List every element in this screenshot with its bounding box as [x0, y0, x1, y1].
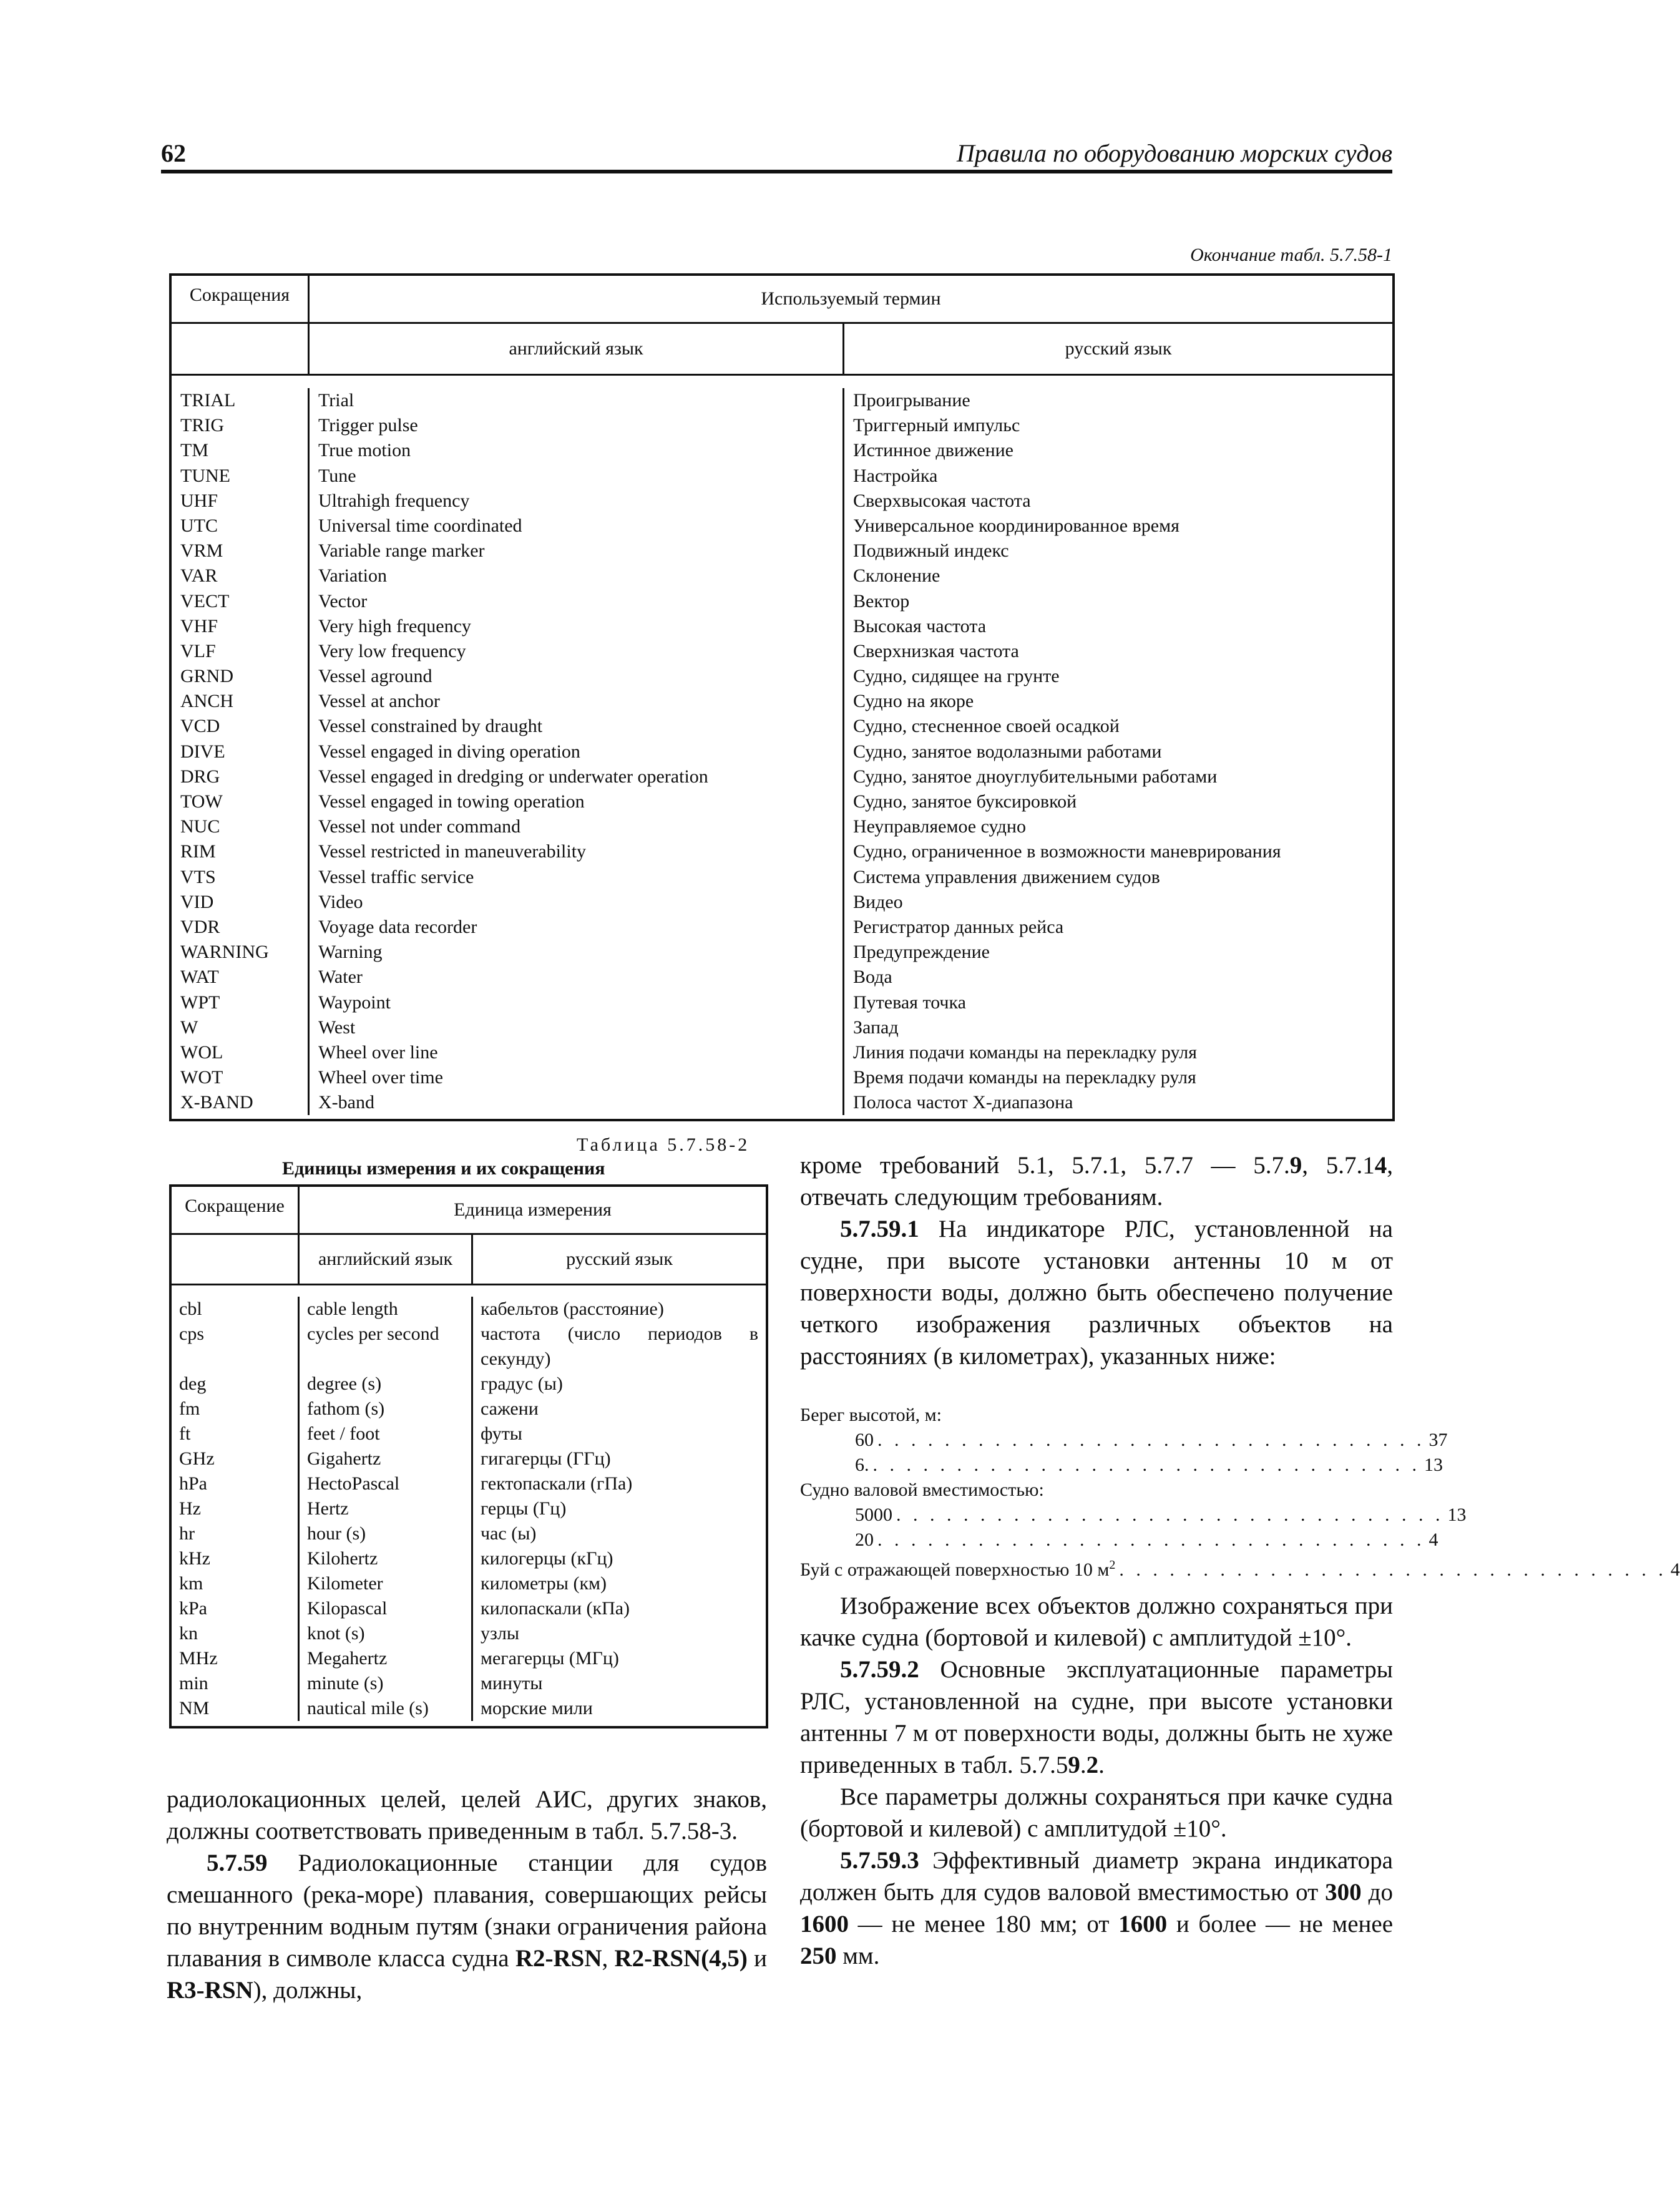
text-run: . — [1080, 1752, 1087, 1778]
abbreviation-cell: VECT — [180, 590, 230, 612]
unit-abbreviation-cell: hr — [179, 1523, 195, 1544]
english-term-cell: Water — [318, 967, 363, 988]
table2-body — [172, 1285, 766, 1726]
bold-number: 1600 — [1118, 1911, 1168, 1938]
abbreviation-cell: VCD — [180, 716, 220, 737]
abbreviation-cell: NUC — [180, 816, 220, 837]
russian-term-cell: Сверхвысокая частота — [853, 490, 1031, 511]
english-term-cell: West — [318, 1016, 356, 1038]
english-term-cell: Variable range marker — [318, 540, 485, 562]
superscript: 2 — [1109, 1558, 1116, 1572]
range-value: 13 — [1447, 1504, 1467, 1525]
text-run: — не менее 180 мм; от — [849, 1911, 1119, 1938]
abbreviation-cell: RIM — [180, 841, 216, 862]
unit-abbreviation-cell: ft — [179, 1423, 191, 1444]
abbreviation-cell: TM — [180, 440, 208, 461]
russian-term-cell: Настройка — [853, 465, 938, 486]
unit-russian-cell: узлы — [481, 1623, 519, 1644]
range-label: 20 — [855, 1529, 874, 1550]
unit-russian-cell: гигагерцы (ГГц) — [481, 1448, 611, 1469]
paragraph-parameters: Все параметры должны сохраняться при качке судна (бортовой и килевой) с амплитудой ±10°. — [800, 1783, 1393, 1842]
table2-label: Таблица 5.7.58-2 — [577, 1134, 750, 1155]
english-term-cell: Variation — [318, 565, 387, 587]
bold-digit: 9 — [1289, 1152, 1302, 1179]
russian-term-cell: Судно на якоре — [853, 691, 974, 712]
range-label: 5000 — [855, 1504, 892, 1525]
english-term-cell: Video — [318, 891, 363, 912]
russian-term-cell: Подвижный индекс — [853, 540, 1009, 562]
abbreviation-cell: TOW — [180, 791, 223, 812]
table2-head-unit: Единица измерения — [454, 1199, 612, 1220]
text-run: ), должны, — [253, 1977, 363, 2004]
table1-col-ru — [844, 388, 1392, 1115]
range-row — [800, 1428, 1448, 1453]
paragraph-5-7-59-2 — [800, 1654, 1393, 1781]
russian-term-cell: Склонение — [853, 565, 940, 587]
abbreviation-cell: VTS — [180, 866, 216, 887]
english-term-cell: Vessel engaged in dredging or underwater operation — [318, 766, 708, 787]
english-term-cell: Vessel constrained by draught — [318, 716, 543, 737]
unit-russian-cell: килогерцы (кГц) — [481, 1548, 613, 1569]
text-run: Основные эксплуатационные параметры РЛС, установленной на судне, при высоте установки антенны 7 м от поверхности воды, должны быть не хуже приведенных в табл. 5.7.5 — [800, 1656, 1393, 1778]
unit-english-cell: Kilometer — [307, 1573, 383, 1594]
table1-caption: Окончание табл. 5.7.58-1 — [1190, 245, 1392, 265]
table1-head-spacer — [172, 324, 310, 374]
abbreviation-cell: VDR — [180, 916, 220, 937]
unit-english-cell: Hertz — [307, 1498, 349, 1519]
russian-term-cell: Триггерный импульс — [853, 415, 1020, 436]
english-term-cell: Wheel over line — [318, 1041, 438, 1063]
russian-term-cell: Истинное движение — [853, 440, 1013, 461]
abbreviation-cell: UTC — [180, 515, 218, 536]
abbreviation-cell: GRND — [180, 666, 234, 687]
abbreviation-cell: W — [180, 1016, 198, 1038]
bold-number: 300 — [1325, 1879, 1362, 1906]
text-run: . — [1098, 1752, 1105, 1778]
unit-abbreviation-cell: deg — [179, 1373, 207, 1394]
english-term-cell: Vector — [318, 590, 368, 612]
paragraph-5-7-59-1 — [800, 1213, 1393, 1372]
unit-english-cell: knot (s) — [307, 1623, 365, 1644]
english-term-cell: X-band — [318, 1092, 374, 1113]
english-term-cell: Vessel at anchor — [318, 691, 440, 712]
clause-number: 5.7.59.2 — [840, 1656, 919, 1683]
leader-dots: . . . . . . . . . . . . . . . . . . . . . . . . . . . . . . . . . — [896, 1504, 1444, 1525]
russian-term-cell: Проигрывание — [853, 390, 970, 411]
english-term-cell: Wheel over time — [318, 1067, 443, 1088]
paragraph-rolling: Изображение всех объектов должно сохраняться при качке судна (бортовой и килевой) с амплитудой ±10°. — [800, 1592, 1393, 1651]
class-symbol: R3-RSN — [167, 1977, 253, 2004]
russian-term-cell: Путевая точка — [853, 992, 966, 1013]
table2-head-abbr: Сокращение — [172, 1187, 300, 1233]
russian-term-cell: Вектор — [853, 590, 910, 612]
table1-col-en — [310, 388, 844, 1115]
range-value: 37 — [1428, 1430, 1448, 1450]
range-row — [800, 1453, 1443, 1478]
unit-russian-cell: сажени — [481, 1398, 539, 1419]
left-column-text — [167, 1783, 767, 2006]
table1-head-en: английский язык — [310, 324, 844, 374]
english-term-cell: Ultrahigh frequency — [318, 490, 470, 511]
range-value: 4 — [1670, 1559, 1680, 1580]
vessel-title: Судно валовой вместимостью: — [800, 1480, 1044, 1500]
russian-term-cell: Вода — [853, 967, 892, 988]
unit-english-cell: nautical mile (s) — [307, 1698, 429, 1719]
unit-abbreviation-cell: min — [179, 1673, 208, 1694]
english-term-cell: Warning — [318, 942, 383, 963]
paragraph-requirements — [800, 1149, 1393, 1213]
russian-term-cell: Система управления движением судов — [853, 866, 1160, 887]
table2-head-ru: русский язык — [566, 1249, 673, 1269]
text-run: , — [602, 1945, 615, 1972]
english-term-cell: Vessel traffic service — [318, 866, 474, 887]
right-column-text-top — [800, 1149, 1393, 1372]
range-row — [800, 1528, 1438, 1553]
unit-english-cell: minute (s) — [307, 1673, 384, 1694]
abbreviation-cell: TUNE — [180, 465, 230, 486]
units-table — [169, 1184, 768, 1728]
unit-english-cell: feet / foot — [307, 1423, 380, 1444]
range-row — [800, 1503, 1467, 1528]
unit-russian-cell: час (ы) — [481, 1523, 537, 1544]
range-row — [800, 1553, 1680, 1582]
unit-english-cell: fathom (s) — [307, 1398, 385, 1419]
unit-english-cell: hour (s) — [307, 1523, 366, 1544]
leader-dots: . . . . . . . . . . . . . . . . . . . . . . . . . . . . . . . . . — [877, 1430, 1425, 1450]
unit-abbreviation-cell: NM — [179, 1698, 210, 1719]
abbreviation-cell: WAT — [180, 967, 219, 988]
unit-russian-cell: гектопаскали (гПа) — [481, 1473, 633, 1494]
table2-col-abbr — [172, 1297, 298, 1721]
text-run: На индикаторе РЛС, установленной на судне, при высоте установки антенны 10 м от поверхности воды, должно быть обеспечено получение четкого изображения различных объектов на расстояниях (в километрах), указанных ниже: — [800, 1216, 1393, 1370]
table2-title: Единицы измерения и их сокращения — [282, 1158, 605, 1179]
text-run: Радиолокационные станции для судов смешанного (река-море) плавания, совершающих рейсы по внутренним водным путям (знаки ограничения района плавания в символе класса судна — [167, 1850, 767, 1972]
english-term-cell: Very high frequency — [318, 615, 471, 636]
english-term-cell: True motion — [318, 440, 411, 461]
unit-abbreviation-cell: cbl — [179, 1299, 202, 1319]
leader-dots: . . . . . . . . . . . . . . . . . . . . . . . . . . . . . . . . . — [1119, 1559, 1667, 1580]
english-term-cell: Vessel not under command — [318, 816, 521, 837]
english-term-cell: Trial — [318, 390, 354, 411]
english-term-cell: Vessel aground — [318, 666, 432, 687]
russian-term-cell: Время подачи команды на перекладку руля — [853, 1067, 1196, 1088]
unit-russian-cell: мегагерцы (МГц) — [481, 1648, 619, 1669]
class-symbol: R2-RSN(4,5) — [614, 1945, 748, 1972]
bold-digit: 9 — [1068, 1752, 1080, 1778]
unit-russian-cell: градус (ы) — [481, 1373, 563, 1394]
table1-head-abbr: Сокращения — [172, 276, 310, 322]
text-run: и — [747, 1945, 768, 1972]
paragraph-5-7-59-3 — [800, 1845, 1393, 1972]
unit-russian-cell: минуты — [481, 1673, 543, 1694]
unit-english-cell: Kilopascal — [307, 1598, 388, 1619]
text-run: до — [1361, 1879, 1393, 1906]
english-term-cell: Voyage data recorder — [318, 916, 477, 937]
abbreviation-cell: DRG — [180, 766, 220, 787]
paragraph-continuation: радиолокационных целей, целей АИС, других знаков, должны соответствовать приведенным в табл. 5.7.58-3. — [167, 1786, 767, 1845]
unit-english-cell: HectoPascal — [307, 1473, 400, 1494]
unit-english-cell: Megahertz — [307, 1648, 388, 1669]
abbreviation-cell: VAR — [180, 565, 218, 587]
abbreviation-cell: WARNING — [180, 942, 269, 963]
russian-term-cell: Судно, ограниченное в возможности маневрирования — [853, 841, 1281, 862]
text-run: , 5.7.1 — [1302, 1152, 1375, 1179]
english-term-cell: Tune — [318, 465, 356, 486]
leader-dots: . . . . . . . . . . . . . . . . . . . . . . . . . . . . . . . . . — [877, 1529, 1425, 1550]
russian-term-cell: Универсальное координированное время — [853, 515, 1179, 536]
abbreviation-cell: VID — [180, 891, 214, 912]
unit-russian-cell: частота (число периодов в секунду) — [481, 1324, 758, 1369]
unit-russian-cell: километры (км) — [481, 1573, 607, 1594]
english-term-cell: Waypoint — [318, 992, 391, 1013]
table2-col-en — [300, 1297, 471, 1721]
russian-term-cell: Сверхнизкая частота — [853, 640, 1019, 661]
class-symbol: R2-RSN — [515, 1945, 602, 1972]
clause-number: 5.7.59 — [207, 1850, 268, 1876]
english-term-cell: Vessel engaged in towing operation — [318, 791, 585, 812]
unit-abbreviation-cell: Hz — [179, 1498, 201, 1519]
unit-russian-cell: килопаскали (кПа) — [481, 1598, 630, 1619]
english-term-cell: Trigger pulse — [318, 415, 418, 436]
running-title: Правила по оборудованию морских судов — [956, 139, 1392, 167]
unit-english-cell: Kilohertz — [307, 1548, 378, 1569]
right-column-text-bottom — [800, 1590, 1393, 1972]
leader-dots: . . . . . . . . . . . . . . . . . . . . . . . . . . . . . . . . . — [872, 1455, 1420, 1475]
unit-abbreviation-cell: kHz — [179, 1548, 210, 1569]
unit-abbreviation-cell: km — [179, 1573, 203, 1594]
range-label: 60 — [855, 1430, 874, 1450]
detection-ranges-list — [800, 1403, 1680, 1582]
abbreviation-cell: WOT — [180, 1067, 223, 1088]
abbreviation-cell: VLF — [180, 640, 216, 661]
unit-abbreviation-cell: hPa — [179, 1473, 207, 1494]
russian-term-cell: Высокая частота — [853, 615, 987, 636]
russian-term-cell: Линия подачи команды на перекладку руля — [853, 1041, 1197, 1063]
abbreviation-cell: TRIG — [180, 415, 224, 436]
bold-number: 1600 — [800, 1911, 849, 1938]
unit-russian-cell: морские мили — [481, 1698, 593, 1719]
bold-digit: 2 — [1086, 1752, 1099, 1778]
unit-russian-cell: футы — [481, 1423, 522, 1444]
text-run: мм. — [836, 1943, 880, 1969]
text-run: Эффективный диаметр экрана индикатора должен быть для судов валовой вместимостью от — [800, 1847, 1393, 1906]
abbreviation-cell: DIVE — [180, 741, 225, 762]
abbreviation-cell: VHF — [180, 615, 218, 636]
range-label: 6. — [855, 1455, 869, 1475]
abbreviation-cell: X-BAND — [180, 1092, 253, 1113]
range-value: 13 — [1424, 1455, 1443, 1475]
russian-term-cell: Видео — [853, 891, 903, 912]
abbreviation-cell: VRM — [180, 540, 223, 562]
table2-head-spacer — [172, 1235, 300, 1284]
header-rule — [161, 170, 1392, 173]
range-label: Буй с отражающей поверхностью 10 м — [800, 1559, 1110, 1580]
unit-abbreviation-cell: fm — [179, 1398, 200, 1419]
table1-head-term: Используемый термин — [761, 288, 941, 309]
abbreviation-cell: TRIAL — [180, 390, 236, 411]
clause-number: 5.7.59.1 — [840, 1216, 919, 1242]
abbreviation-cell: UHF — [180, 490, 218, 511]
unit-english-cell: cycles per second — [307, 1324, 439, 1344]
unit-russian-cell: герцы (Гц) — [481, 1498, 567, 1519]
bold-digit: 4 — [1374, 1152, 1387, 1179]
english-term-cell: Very low frequency — [318, 640, 466, 661]
unit-english-cell: cable length — [307, 1299, 398, 1319]
abbreviations-table — [169, 273, 1395, 1121]
english-term-cell: Vessel restricted in maneuverability — [318, 841, 587, 862]
table1-body — [172, 376, 1392, 1119]
abbreviation-cell: WPT — [180, 992, 220, 1013]
unit-english-cell: Gigahertz — [307, 1448, 381, 1469]
unit-abbreviation-cell: kPa — [179, 1598, 207, 1619]
clause-number: 5.7.59.3 — [840, 1847, 919, 1874]
unit-abbreviation-cell: MHz — [179, 1648, 218, 1669]
abbreviation-cell: ANCH — [180, 691, 234, 712]
text-run: кроме требований 5.1, 5.7.1, 5.7.7 — 5.7. — [800, 1152, 1290, 1179]
russian-term-cell: Судно, занятое буксировкой — [853, 791, 1077, 812]
russian-term-cell: Судно, занятое дноуглубительными работами — [853, 766, 1218, 787]
table1-head-ru: русский язык — [1065, 338, 1172, 359]
english-term-cell: Universal time coordinated — [318, 515, 522, 536]
russian-term-cell: Судно, сидящее на грунте — [853, 666, 1060, 687]
russian-term-cell: Судно, стесненное своей осадкой — [853, 716, 1120, 737]
russian-term-cell: Предупреждение — [853, 942, 990, 963]
page-number: 62 — [161, 139, 186, 167]
range-value: 4 — [1428, 1529, 1438, 1550]
russian-term-cell: Регистратор данных рейса — [853, 916, 1064, 937]
english-term-cell: Vessel engaged in diving operation — [318, 741, 580, 762]
russian-term-cell: Судно, занятое водолазными работами — [853, 741, 1162, 762]
text-run: и более — не менее — [1167, 1911, 1393, 1938]
unit-abbreviation-cell: kn — [179, 1623, 198, 1644]
unit-russian-cell: кабельтов (расстояние) — [481, 1299, 664, 1319]
bold-number: 250 — [800, 1943, 837, 1969]
bank-title: Берег высотой, м: — [800, 1405, 942, 1425]
russian-term-cell: Неуправляемое судно — [853, 816, 1026, 837]
unit-abbreviation-cell: cps — [179, 1324, 204, 1344]
table2-head-en: английский язык — [300, 1235, 473, 1284]
table2-col-ru — [473, 1297, 766, 1721]
unit-abbreviation-cell: GHz — [179, 1448, 215, 1469]
unit-english-cell: degree (s) — [307, 1373, 382, 1394]
abbreviation-cell: WOL — [180, 1041, 223, 1063]
russian-term-cell: Запад — [853, 1016, 899, 1038]
table1-col-abbr — [172, 388, 310, 1115]
russian-term-cell: Полоса частот X-диапазона — [853, 1092, 1073, 1113]
paragraph-5-7-59 — [167, 1847, 767, 2006]
text-run: , отвечать следующим требованиям. — [800, 1152, 1394, 1211]
